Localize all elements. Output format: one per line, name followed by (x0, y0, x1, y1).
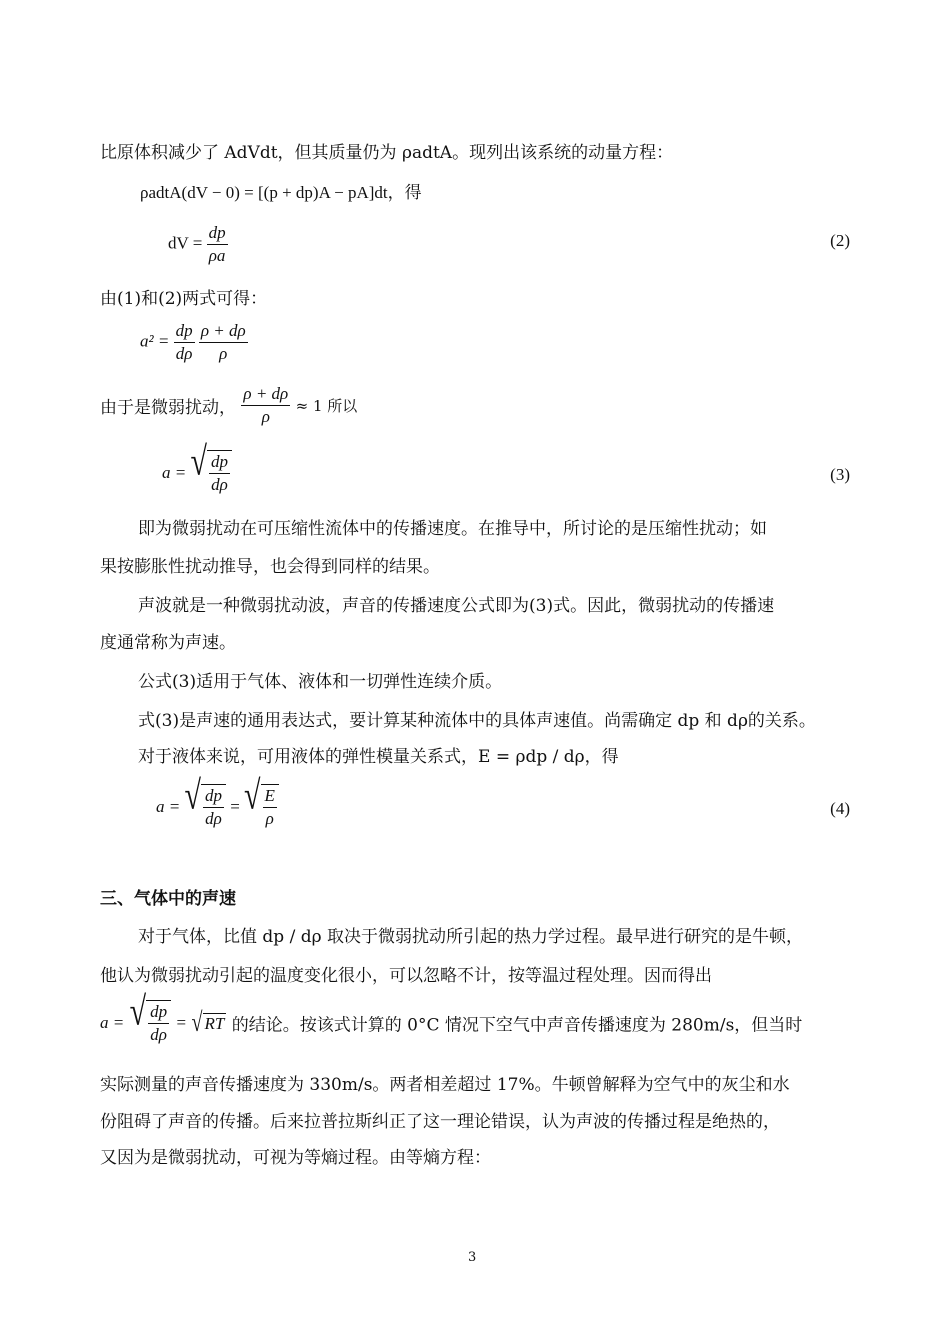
sqrt-icon: √ (244, 773, 261, 818)
sqrt-icon: √ (190, 439, 207, 484)
inline-denominator: dρ (150, 1025, 167, 1044)
eq3-numerator: dp (209, 451, 230, 474)
eq3-radicand (207, 450, 232, 496)
inline-equation-line (100, 989, 803, 1046)
inline-numerator: dp (148, 1001, 169, 1024)
inline-lhs: a = (100, 1013, 125, 1032)
inline-sqrt-rt (191, 1007, 227, 1038)
eq3-sqrt (190, 439, 231, 496)
paragraph-line: 公式(3)适用于气体、液体和一切弹性连续介质。 (138, 672, 503, 692)
inline-rt: RT (204, 1013, 225, 1033)
a2-fraction-1 (174, 320, 195, 365)
equation-4 (156, 773, 279, 830)
inline-sqrt (129, 989, 171, 1046)
text-line: 比原体积减少了 AdVdt，但其质量仍为 ρadtA。现列出该系统的动量方程： (100, 143, 674, 163)
a2-fraction-2 (199, 320, 248, 365)
a2-f1-denominator: dρ (175, 344, 193, 363)
paragraph-line: 对于气体，比值 dp / dρ 取决于微弱扰动所引起的热力学过程。最早进行研究的是牛顿， (138, 927, 803, 947)
eq3-fraction (209, 451, 230, 496)
weak-numerator: ρ + dρ (241, 383, 290, 406)
weak-disturbance-line (100, 383, 357, 428)
momentum-equation: ρadtA(dV − 0) = [(p + dp)A − pA]dt，得 (140, 183, 422, 202)
eq4-sqrt-1 (184, 773, 225, 830)
page-number: 3 (468, 1250, 477, 1265)
paragraph-line: 果按膨胀性扰动推导，也会得到同样的结果。 (100, 557, 440, 577)
weak-prefix: 由于是微弱扰动， (100, 398, 236, 418)
paragraph-line: 实际测量的声音传播速度为 330m/s。两者相差超过 17%。牛顿曾解释为空气中的灰尘和水 (100, 1075, 790, 1095)
eq3-denominator: dρ (211, 475, 228, 494)
sqrt-icon: √ (184, 773, 201, 818)
a2-f2-numerator: ρ + dρ (199, 320, 248, 343)
eq4-fraction-2 (263, 785, 277, 830)
equation-number-2: (2) (830, 231, 850, 250)
paragraph-line: 即为微弱扰动在可压缩性流体中的传播速度。在推导中，所讨论的是压缩性扰动；如 (138, 519, 767, 539)
paragraph-line: 份阻碍了声音的传播。后来拉普拉斯纠正了这一理论错误，认为声波的传播过程是绝热的， (100, 1112, 780, 1132)
weak-denominator: ρ (261, 407, 270, 426)
paragraph-line: 声波就是一种微弱扰动波，声音的传播速度公式即为(3)式。因此，微弱扰动的传播速 (138, 596, 775, 616)
inline-equals: = (176, 1013, 187, 1032)
weak-fraction (241, 383, 290, 428)
paragraph-line: 式(3)是声速的通用表达式，要计算某种流体中的具体声速值。尚需确定 dp 和 dρ的关系。 (138, 711, 816, 731)
a2-f1-numerator: dp (174, 320, 195, 343)
a2-f2-denominator: ρ (219, 344, 228, 363)
inline-fraction (148, 1001, 169, 1046)
eq4-numerator-1: dp (203, 785, 224, 808)
eq3-lhs: a = (162, 463, 187, 482)
inline-text: 的结论。按该式计算的 0°C 情况下空气中声音传播速度为 280m/s，但当时 (231, 1015, 803, 1036)
equation-number-4: (4) (830, 799, 850, 818)
eq2-lhs: dV = (168, 233, 203, 253)
eq4-equals: = (230, 797, 240, 816)
weak-suffix: ≈ 1 所以 (295, 397, 358, 415)
inline-radicand (146, 1000, 171, 1046)
equation-2 (168, 222, 228, 267)
eq2-numerator: dp (207, 222, 228, 245)
equation-a-squared (140, 320, 248, 365)
equation-3 (162, 439, 232, 496)
eq2-fraction (207, 222, 228, 267)
eq4-lhs: a = (156, 797, 181, 816)
sqrt-icon: √ (129, 989, 147, 1034)
eq4-radicand-2 (261, 784, 279, 830)
section-heading: 三、气体中的声速 (100, 889, 236, 909)
eq4-numerator-2: E (263, 785, 277, 808)
paragraph-line: 他认为微弱扰动引起的温度变化很小，可以忽略不计，按等温过程处理。因而得出 (100, 966, 712, 986)
eq4-denominator-2: ρ (265, 809, 274, 828)
sqrt-icon: √ (191, 1007, 203, 1038)
eq2-denominator: ρa (208, 246, 226, 265)
a2-lhs: a² = (140, 331, 170, 351)
eq4-denominator-1: dρ (205, 809, 222, 828)
paragraph-line: 对于液体来说，可用液体的弹性模量关系式，E = ρdp / dρ，得 (138, 747, 619, 767)
text-line: 由(1)和(2)两式可得： (100, 289, 268, 309)
eq4-sqrt-2 (244, 773, 279, 830)
paragraph-line: 度通常称为声速。 (100, 633, 236, 653)
eq4-fraction-1 (203, 785, 224, 830)
paragraph-line: 又因为是微弱扰动，可视为等熵过程。由等熵方程： (100, 1148, 491, 1168)
eq4-radicand-1 (201, 784, 226, 830)
equation-number-3: (3) (830, 465, 850, 484)
